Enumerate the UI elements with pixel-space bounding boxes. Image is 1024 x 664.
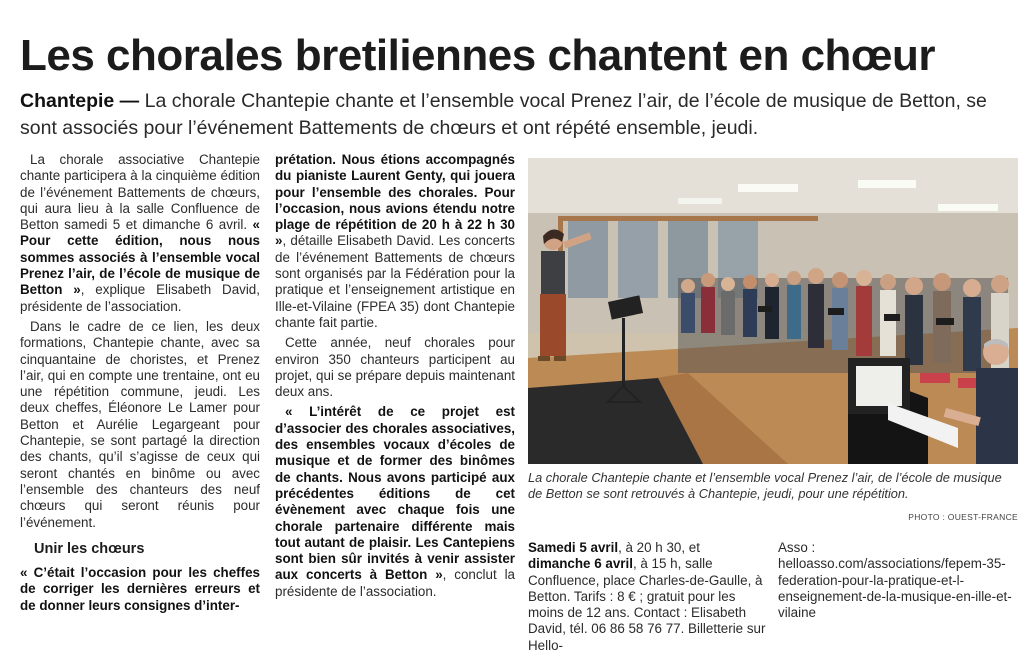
text-run: , explique Elisabeth David, présidente de l’association. [20,282,260,314]
text-run: , à 20 h 30, et [618,540,700,555]
quote-bold: « Pour cette édition, nous nous sommes associés à l’ensemble vocal Prenez l’air, de l’école de musique de Betton » [20,217,260,298]
article-column-1 [20,152,260,614]
dateline-place: Chantepie — [20,90,140,112]
date-bold: Samedi 5 avril [528,540,619,555]
paragraph [20,152,260,315]
text-run: , conclut la présidente de l’association. [275,567,515,599]
quote-bold: « L’intérêt de ce projet est d’associer des chorales associatives, des ensembles vocaux d’écoles de musique et de former des binômes de chants. Nous avons participé aux précédentes éditions de cet évènement avec chaque fois une chorale partenaire différente mais tout autant de plaisir. Les Cantepiens sont bien sûr invités à venir assister aux concerts à Betton » [275,404,515,583]
text-run: , à 15 h, salle Confluence, place Charles-de-Gaulle, à Betton. Tarifs : 8 € ; gratuit pour les moins de 12 ans. Contact : Elisabeth David, tél. 06 86 58 76 77. Billetterie sur Hello- [528,556,766,653]
paragraph [528,540,766,654]
paragraph: Cette année, neuf chorales pour environ 350 chanteurs participent au projet, qui se prépare depuis maintenant deux ans. [275,335,515,400]
paragraph: Asso : helloasso.com/associations/fepem-35-federation-pour-la-pratique-et-l-enseignement-de-la-musique-en-ille-et-vilaine [778,540,1012,621]
photo-credit: PHOTO : OUEST-FRANCE [908,512,1018,522]
date-bold: dimanche 6 avril [528,556,633,572]
lead-paragraph [20,88,1010,142]
lead-text: La chorale Chantepie chante et l’ensemble vocal Prenez l’air, de l’école de musique de Betton, se sont associés pour l’événement Battements de chœurs et ont répété ensemble, jeudi. [20,90,987,139]
ticketing-column [778,540,1018,621]
paragraph: Dans le cadre de ce lien, les deux formations, Chantepie chante, avec sa cinquantaine de choristes, et Prenez l’air, qui en compte une trentaine, ont eu une répétition commune, jeudi. Les deux cheffes, Éléonore Le Lamer pour Betton et Aurélie Legargeant pour Chantepie, se sont partagé la direction des chants, qu’il s’agisse de ceux qui seront chantés en binôme ou avec l’ensemble des chanteurs des neuf chœurs qui seront réunis pour l’événement. [20,318,260,530]
paragraph [275,404,515,600]
photo-illustration [528,158,1018,464]
headline: Les chorales bretiliennes chantent en chœur [20,31,935,80]
text-run: , détaille Elisabeth David. Les concerts de l’événement Battements de chœurs sont organisés par la Fédération pour la pratique et l’enseignement artistique en Ille-et-Vilaine (FPEA 35) dont Chantepie chante fait partie. [275,233,515,330]
subheading: Unir les chœurs [34,540,145,557]
quote-bold: « C’était l’occasion pour les cheffes de corriger les dernières erreurs et de donner leurs consignes d’inter- [20,565,260,613]
quote-bold: prétation. Nous étions accompagnés du pianiste Laurent Genty, qui jouera pour l’ensemble des chorales. Pour l’occasion, nous avions étendu notre plage de répétition de 20 h à 22 h 30 » [275,152,515,249]
article-column-2 [275,152,515,600]
rehearsal-photo [528,158,1018,464]
text-run: La chorale associative Chantepie chante participera à la cinquième édition de l’événement Battements de chœurs, qui aura lieu à la salle Confluence de Betton samedi 5 et dimanche 6 avril. [20,152,260,233]
paragraph [20,565,260,614]
photo-caption: La chorale Chantepie chante et l’ensemble vocal Prenez l’air, de l’école de musique de Betton se sont retrouvés à Chantepie, jeudi, pour une répétition. [528,470,1002,501]
paragraph [275,152,515,331]
practical-info-column [528,540,766,654]
